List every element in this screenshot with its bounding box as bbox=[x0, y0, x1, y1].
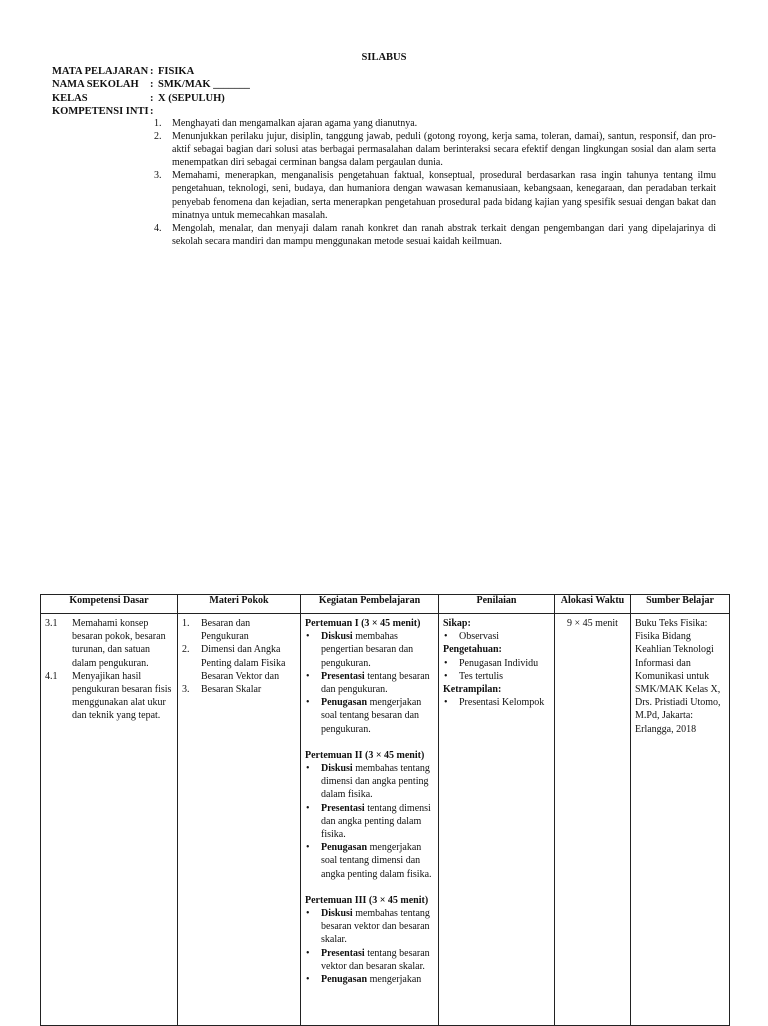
assessment-item: • Penugasan Individu bbox=[443, 657, 550, 670]
info-label: KELAS bbox=[52, 92, 88, 104]
document-title: SILABUS bbox=[361, 52, 407, 63]
activity-type: Penugasan bbox=[321, 697, 368, 709]
info-row-class bbox=[52, 92, 250, 105]
item-text: Menghayati dan mengamalkan ajaran agama yang dianutnya. bbox=[172, 118, 418, 129]
basic-competence-item bbox=[45, 617, 173, 670]
activity-item bbox=[305, 841, 434, 881]
item-text: Besaran Skalar bbox=[201, 684, 262, 696]
activity-item bbox=[305, 762, 434, 802]
activity-text: membahas tentang besaran vektor dan besaran skalar. bbox=[321, 908, 430, 946]
activity-item bbox=[305, 670, 434, 696]
info-row-subject bbox=[52, 65, 250, 78]
activity-item bbox=[305, 947, 434, 973]
info-colon: : bbox=[150, 66, 154, 77]
info-value: SMK/MAK _______ bbox=[158, 79, 250, 91]
assessment-heading: Ketrampilan: bbox=[443, 684, 502, 696]
time-allocation-cell: 9 × 45 menit bbox=[555, 614, 631, 1026]
item-text: Menyajikan hasil pengukuran besaran fisis menggunakan alat ukur dan teknik yang tepat. bbox=[72, 670, 172, 722]
activity-text: mengerjakan soal tentang besaran dan pengukuran. bbox=[321, 697, 422, 735]
core-competence-list bbox=[154, 117, 716, 248]
core-competence-item bbox=[154, 117, 716, 130]
item-number: 1. bbox=[154, 118, 162, 129]
material-item bbox=[182, 683, 296, 696]
item-text: Mengolah, menalar, dan menyaji dalam ranah konkret dan ranah abstrak terkait dengan pengembangan dari yang dipelajarinya di sekolah secara mandiri dan mampu menggunakan metode sesuai kaidah keilmuan. bbox=[172, 222, 716, 247]
item-number: 4.1 bbox=[45, 670, 58, 682]
activity-type: Diskusi bbox=[321, 763, 353, 775]
info-label: KOMPETENSI INTI bbox=[52, 105, 149, 117]
activity-text: mengerjakan soal tentang dimensi dan angka penting dalam fisika. bbox=[321, 842, 432, 880]
item-text: Dimensi dan Angka Penting dalam Fisika Besaran Vektor dan bbox=[201, 644, 286, 682]
activity-item bbox=[305, 696, 434, 736]
table-row bbox=[41, 614, 730, 1026]
activity-type: Presentasi bbox=[321, 947, 365, 959]
info-label: MATA PELAJARAN bbox=[52, 66, 149, 77]
meeting-title: Pertemuan I (3 × 45 menit) bbox=[305, 618, 421, 629]
item-text: Memahami, menerapkan, menganalisis pengetahuan faktual, konseptual, prosedural berdasarkan rasa ingin tahunya tentang ilmu pengetahuan, teknologi, seni, budaya, dan humaniora dengan wawasan kemanusiaan, kebangsaan, kenegaraan, dan peradaban terkait penyebab fenomena dan kejadian, serta menerapkan pengetahuan prosedural pada bidang kajian yang spesifik sesuai dengan bakat dan minatnya untuk memecahkan masalah. bbox=[172, 170, 716, 221]
assessment-cell bbox=[439, 614, 555, 1026]
header-basic-competence: Kompetensi Dasar bbox=[41, 595, 178, 614]
table-header-row bbox=[41, 595, 730, 614]
material-item bbox=[182, 617, 296, 643]
item-number: 1. bbox=[182, 618, 190, 629]
info-colon: : bbox=[150, 92, 154, 104]
item-text: Memahami konsep besaran pokok, besaran turunan, dan satuan dalam pengukuran. bbox=[72, 618, 166, 669]
activity-type: Penugasan bbox=[321, 842, 368, 854]
activity-item bbox=[305, 630, 434, 670]
item-number: 2. bbox=[182, 644, 190, 656]
info-value: X (SEPULUH) bbox=[158, 92, 225, 104]
assessment-item: • Tes tertulis bbox=[443, 670, 550, 683]
header-time-allocation: Alokasi Waktu bbox=[555, 595, 631, 614]
activity-item bbox=[305, 802, 434, 842]
info-colon: : bbox=[150, 105, 154, 117]
activity-type: Diskusi bbox=[321, 908, 353, 920]
item-number: 3.1 bbox=[45, 618, 58, 629]
header-learning-activities: Kegiatan Pembelajaran bbox=[301, 595, 439, 614]
header-main-material: Materi Pokok bbox=[178, 595, 301, 614]
assessment-item: • Observasi bbox=[443, 630, 550, 643]
item-number: 2. bbox=[154, 131, 162, 143]
info-colon: : bbox=[150, 79, 154, 91]
info-value: FISIKA bbox=[158, 66, 195, 77]
info-row-school bbox=[52, 78, 250, 91]
header-assessment: Penilaian bbox=[439, 595, 555, 614]
meeting-title: Pertemuan II (3 × 45 menit) bbox=[305, 749, 425, 761]
main-material-cell bbox=[178, 614, 301, 1026]
header-learning-resources: Sumber Belajar bbox=[631, 595, 730, 614]
activity-text: membahas pengertian besaran dan pengukuran. bbox=[321, 631, 414, 669]
core-competence-item bbox=[154, 222, 716, 248]
activity-text: membahas tentang dimensi dan angka penting dalam fisika. bbox=[321, 763, 430, 801]
syllabus-table bbox=[40, 594, 730, 1026]
assessment-heading: Sikap: bbox=[443, 618, 471, 629]
core-competence-item bbox=[154, 130, 716, 169]
activity-text: tentang dimensi dan angka penting dalam fisika. bbox=[321, 802, 431, 841]
activity-text: tentang besaran dan pengukuran. bbox=[321, 670, 430, 696]
activity-type: Diskusi bbox=[321, 631, 353, 643]
item-text: Menunjukkan perilaku jujur, disiplin, tanggung jawab, peduli (gotong royong, kerja sama, toleran, damai), santun, responsif, dan pro-aktif sebagai bagian dari solusi atas berbagai permasalahan dalam berinteraksi secara efektif dengan lingkungan sosial dan alam serta menempatkan diri sebagai cerminan bangsa dalam pergaulan dunia. bbox=[172, 131, 716, 169]
subject-info bbox=[52, 65, 250, 118]
item-number: 3. bbox=[154, 170, 162, 182]
activity-text: mengerjakan bbox=[367, 974, 422, 986]
item-number: 4. bbox=[154, 222, 162, 234]
activity-item bbox=[305, 973, 434, 986]
meeting-block bbox=[305, 894, 434, 986]
assessment-heading: Pengetahuan: bbox=[443, 644, 502, 656]
assessment-item: • Presentasi Kelompok bbox=[443, 696, 550, 709]
info-label: NAMA SEKOLAH bbox=[52, 79, 139, 91]
meeting-title: Pertemuan III (3 × 45 menit) bbox=[305, 894, 429, 906]
activity-type: Presentasi bbox=[321, 802, 365, 814]
activity-type: Penugasan bbox=[321, 974, 368, 986]
item-text: Besaran dan Pengukuran bbox=[201, 618, 251, 643]
material-item bbox=[182, 643, 296, 683]
learning-activities-cell bbox=[301, 614, 439, 1026]
basic-competence-cell bbox=[41, 614, 178, 1026]
meeting-block bbox=[305, 749, 434, 881]
activity-item bbox=[305, 907, 434, 947]
basic-competence-item bbox=[45, 670, 173, 723]
activity-text: tentang besaran vektor dan besaran skalar. bbox=[321, 947, 430, 972]
item-number: 3. bbox=[182, 684, 190, 696]
learning-resources-cell: Buku Teks Fisika: Fisika Bidang Keahlian Teknologi Informasi dan Komunikasi untuk SMK/MAK Kelas X, Drs. Pristiadi Utomo, M.Pd, Jakarta: Erlangga, 2018 bbox=[631, 614, 730, 1026]
activity-type: Presentasi bbox=[321, 670, 365, 682]
core-competence-item bbox=[154, 169, 716, 221]
meeting-block bbox=[305, 617, 434, 736]
